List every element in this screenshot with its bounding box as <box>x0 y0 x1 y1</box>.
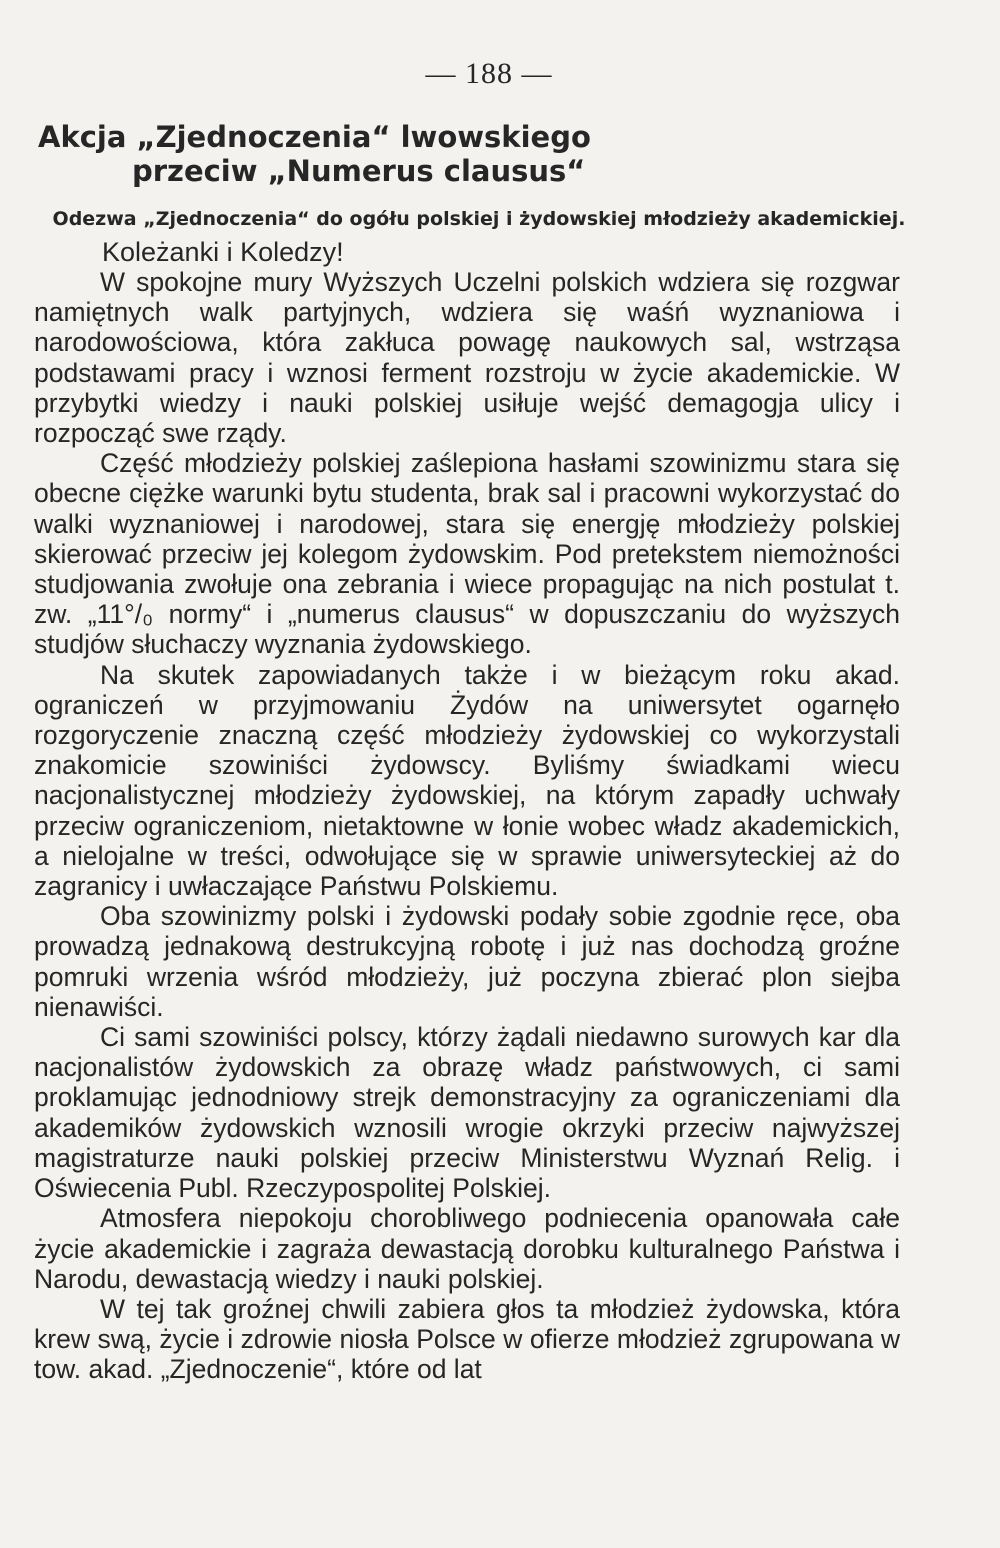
paragraph-7: W tej tak groźnej chwili zabiera głos ta młodzież żydowska, która krew swą, życie i zdrowie niosła Polsce w ofierze młodzież zgrupowana w tow. akad. „Zjednoczenie“, które od lat <box>34 1293 900 1385</box>
article-subtitle: Odezwa „Zjednoczenia“ do ogółu polskiej i żydowskiej młodzieży akademickiej. <box>52 208 906 230</box>
paragraph-1: W spokojne mury Wyższych Uczelni polskich wdziera się rozgwar namiętnych walk partyjnych, wdziera się waśń wyznaniowa i narodowościowa, która zakłuca powagę naukowych sal, wstrząsa podstawami pracy i wznosi ferment rozstroju w życie akademickie. W przybytki wiedzy i nauki polskiej usiłuje wejść demagogja ulicy i rozpocząć swe rządy. <box>34 267 900 449</box>
paragraph-3: Na skutek zapowiadanych także i w bieżącym roku akad. ograniczeń w przyjmowaniu Żydów na uniwersytet ogarnęło rozgoryczenie znaczną część młodzieży żydowskiej co wykorzystali znakomicie szowiniści żydowscy. Byliśmy świadkami wiecu nacjonalistycznej młodzieży żydowskiej, na którym zapadły uchwały przeciw ograniczeniom, nietaktowne w łonie wobec władz akademickich, a nielojalne w treści, odwołujące się w sprawie uniwersyteckiej aż do zagranicy i uwłaczające Państwu Polskiemu. <box>34 659 900 902</box>
paragraph-4: Oba szowinizmy polski i żydowski podały sobie zgodnie ręce, oba prowadzą jednakową destrukcyjną robotę i już nas dochodzą groźne pomruki wrzenia wśród młodzieży, już poczyna zbierać plon siejba nienawiści. <box>34 901 900 1022</box>
paragraph-2: Część młodzieży polskiej zaślepiona hasłami szowinizmu stara się obecne ciężke warunki bytu studenta, brak sal i pracowni wykorzystać do walki wyznaniowej i narodowej, stara się energję młodzieży polskiej skierować przeciw jej kolegom żydowskim. Pod pretekstem niemożności studjowania zwołuje ona zebrania i wiece propagując na nich postulat t. zw. „11°/₀ normy“ i „numerus clausus“ w dopuszczaniu do wyższych studjów słuchaczy wyznania żydowskiego. <box>34 448 900 660</box>
greeting: Koleżanki i Koledzy! <box>102 237 344 267</box>
paragraph-6: Atmosfera niepokoju chorobliwego podniecenia opanowała całe życie akademickie i zagraża dewastacją dorobku kulturalnego Państwa i Narodu, dewastacją wiedzy i nauki polskiej. <box>34 1203 900 1294</box>
article-title <box>34 120 904 188</box>
page-number: — 188 — <box>425 57 553 90</box>
paragraph-5: Ci sami szowiniści polscy, którzy żądali niedawno surowych kar dla nacjonalistów żydowskich za obrazę władz państwowych, ci sami proklamując jednodniowy strejk demonstracyjny za ograniczeniami dla akademików żydowskich wznosili wrogie okrzyki przeciw najwyższej magistraturze nauki polskiej przeciw Ministerstwu Wyznań Relig. i Oświecenia Publ. Rzeczypospolitej Polskiej. <box>34 1022 900 1204</box>
title-line-1: Akcja „Zjednoczenia“ lwowskiego <box>38 120 591 154</box>
title-line-2: przeciw „Numerus clausus“ <box>132 154 586 188</box>
article-body <box>34 267 900 1385</box>
